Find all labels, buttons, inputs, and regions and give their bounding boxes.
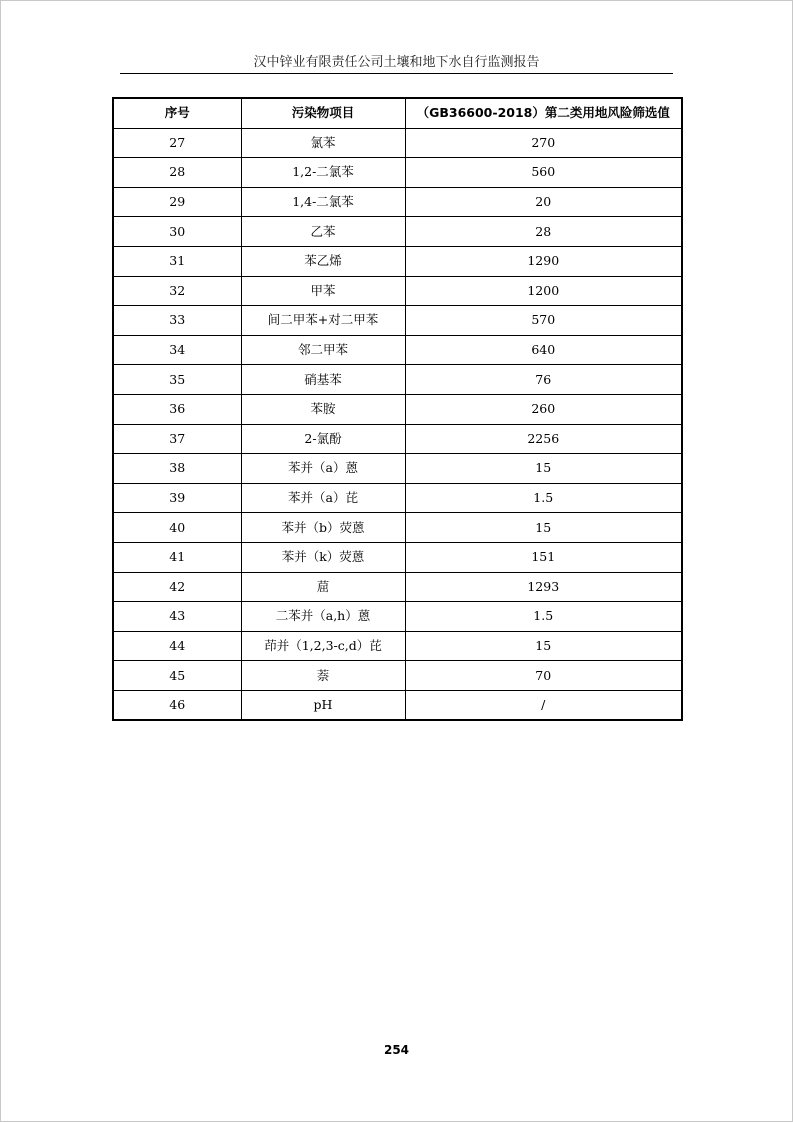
row-no: 31 bbox=[113, 246, 241, 276]
row-pollutant: 间二甲苯+对二甲苯 bbox=[241, 306, 405, 336]
row-pollutant: 苯并（a）蒽 bbox=[241, 454, 405, 484]
table-row bbox=[113, 276, 682, 306]
row-no: 44 bbox=[113, 631, 241, 661]
table-row bbox=[113, 158, 682, 188]
row-screening-value: 640 bbox=[405, 335, 682, 365]
row-screening-value: 1.5 bbox=[405, 483, 682, 513]
table-row bbox=[113, 572, 682, 602]
row-pollutant: 二苯并（a,h）蒽 bbox=[241, 602, 405, 632]
row-no: 34 bbox=[113, 335, 241, 365]
row-no: 30 bbox=[113, 217, 241, 247]
row-screening-value: 270 bbox=[405, 128, 682, 158]
table-row bbox=[113, 335, 682, 365]
row-pollutant: 氯苯 bbox=[241, 128, 405, 158]
row-no: 37 bbox=[113, 424, 241, 454]
row-no: 28 bbox=[113, 158, 241, 188]
table-row bbox=[113, 483, 682, 513]
row-pollutant: 苯并（b）荧蒽 bbox=[241, 513, 405, 543]
row-screening-value: 76 bbox=[405, 365, 682, 395]
pollutant-screening-table bbox=[112, 97, 683, 721]
row-no: 33 bbox=[113, 306, 241, 336]
table-row bbox=[113, 246, 682, 276]
row-screening-value: 70 bbox=[405, 661, 682, 691]
row-screening-value: 1293 bbox=[405, 572, 682, 602]
row-no: 36 bbox=[113, 394, 241, 424]
page-number: 254 bbox=[383, 1043, 410, 1057]
table-row bbox=[113, 631, 682, 661]
row-screening-value: 20 bbox=[405, 187, 682, 217]
row-no: 27 bbox=[113, 128, 241, 158]
table-row bbox=[113, 128, 682, 158]
row-pollutant: 1,2-二氯苯 bbox=[241, 158, 405, 188]
row-no: 42 bbox=[113, 572, 241, 602]
row-screening-value: 1200 bbox=[405, 276, 682, 306]
row-no: 40 bbox=[113, 513, 241, 543]
row-pollutant: 苯并（k）荧蒽 bbox=[241, 542, 405, 572]
row-no: 39 bbox=[113, 483, 241, 513]
row-screening-value: 2256 bbox=[405, 424, 682, 454]
row-pollutant: pH bbox=[241, 690, 405, 720]
table-row bbox=[113, 513, 682, 543]
row-pollutant: 甲苯 bbox=[241, 276, 405, 306]
table-row bbox=[113, 217, 682, 247]
row-screening-value: 1.5 bbox=[405, 602, 682, 632]
table-row bbox=[113, 306, 682, 336]
row-no: 43 bbox=[113, 602, 241, 632]
row-screening-value: / bbox=[405, 690, 682, 720]
table-row bbox=[113, 542, 682, 572]
row-screening-value: 570 bbox=[405, 306, 682, 336]
report-header-title: 汉中锌业有限责任公司土壤和地下水自行监测报告 bbox=[253, 55, 540, 70]
table-row bbox=[113, 365, 682, 395]
row-screening-value: 151 bbox=[405, 542, 682, 572]
row-pollutant: 萘 bbox=[241, 661, 405, 691]
row-screening-value: 15 bbox=[405, 631, 682, 661]
row-pollutant: 乙苯 bbox=[241, 217, 405, 247]
row-no: 29 bbox=[113, 187, 241, 217]
row-no: 46 bbox=[113, 690, 241, 720]
row-screening-value: 560 bbox=[405, 158, 682, 188]
table-row bbox=[113, 690, 682, 720]
row-pollutant: 茚并（1,2,3-c,d）芘 bbox=[241, 631, 405, 661]
row-no: 35 bbox=[113, 365, 241, 395]
row-screening-value: 28 bbox=[405, 217, 682, 247]
column-header-screening-value: （GB36600-2018）第二类用地风险筛选值 bbox=[405, 98, 682, 128]
table-row bbox=[113, 454, 682, 484]
column-header-no: 序号 bbox=[113, 98, 241, 128]
row-no: 38 bbox=[113, 454, 241, 484]
row-screening-value: 1290 bbox=[405, 246, 682, 276]
table-row bbox=[113, 187, 682, 217]
row-pollutant: 苯胺 bbox=[241, 394, 405, 424]
table-row bbox=[113, 602, 682, 632]
row-screening-value: 15 bbox=[405, 513, 682, 543]
row-screening-value: 260 bbox=[405, 394, 682, 424]
row-pollutant: 苯并（a）芘 bbox=[241, 483, 405, 513]
row-pollutant: 苯乙烯 bbox=[241, 246, 405, 276]
row-pollutant: 邻二甲苯 bbox=[241, 335, 405, 365]
row-no: 45 bbox=[113, 661, 241, 691]
row-pollutant: 2-氯酚 bbox=[241, 424, 405, 454]
row-pollutant: 䓛 bbox=[241, 572, 405, 602]
row-no: 41 bbox=[113, 542, 241, 572]
row-screening-value: 15 bbox=[405, 454, 682, 484]
row-no: 32 bbox=[113, 276, 241, 306]
row-pollutant: 1,4-二氯苯 bbox=[241, 187, 405, 217]
column-header-pollutant: 污染物项目 bbox=[241, 98, 405, 128]
row-pollutant: 硝基苯 bbox=[241, 365, 405, 395]
table-row bbox=[113, 424, 682, 454]
table-row bbox=[113, 661, 682, 691]
table-row bbox=[113, 394, 682, 424]
header-divider bbox=[120, 73, 673, 74]
table-header-row bbox=[113, 98, 682, 128]
